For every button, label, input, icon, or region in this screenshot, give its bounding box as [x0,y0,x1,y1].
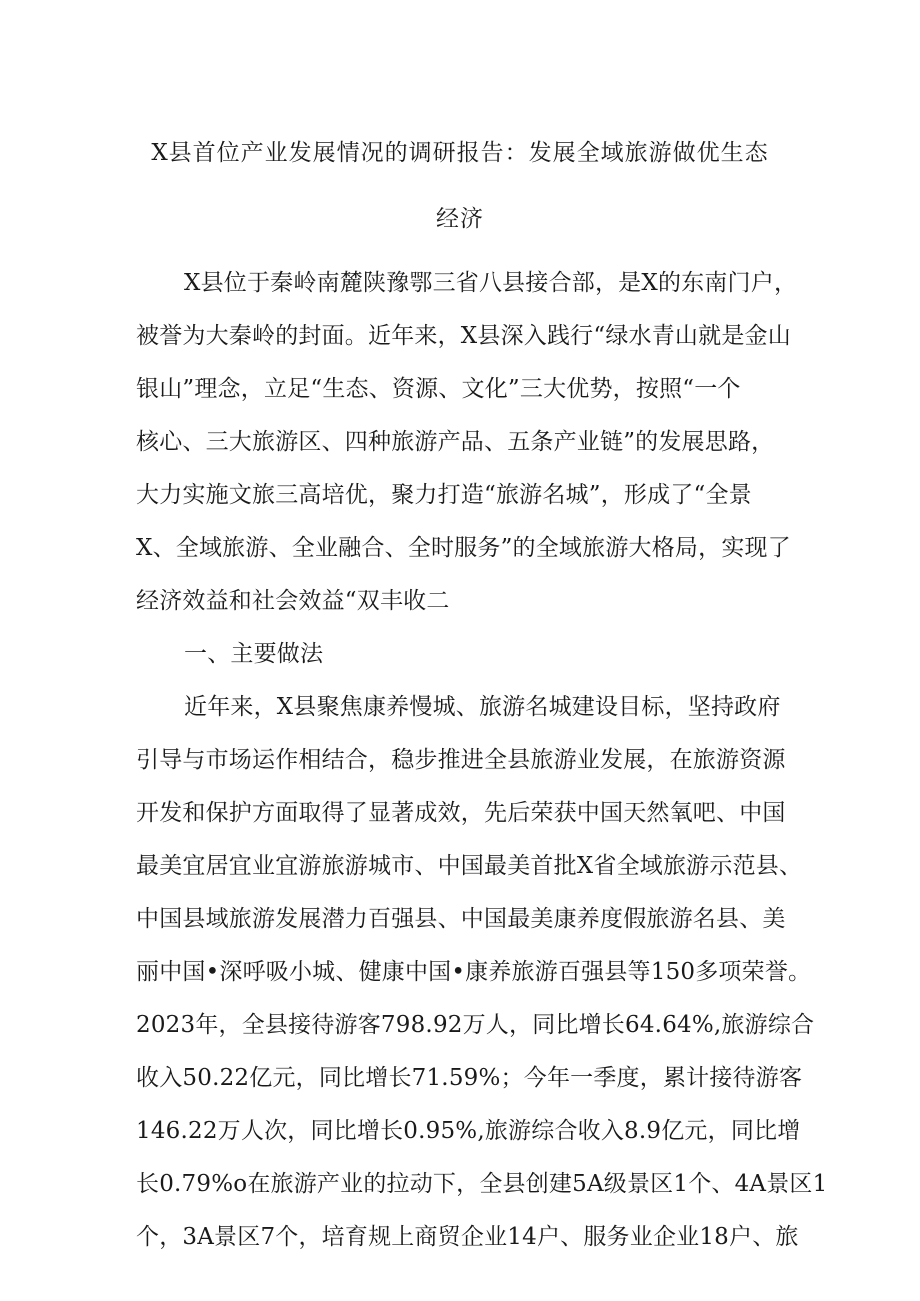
paragraph-2-line: 146.22万人次，同比增长0.95%,旅游综合收入8.9亿元，同比增 [136,1118,801,1144]
paragraph-2-line: 中国县域旅游发展潜力百强县、中国最美康养度假旅游名县、美 [136,906,786,932]
paragraph-1-line: X、全域旅游、全业融合、全时服务”的全域旅游大格局，实现了 [136,535,791,561]
paragraph-1-line: 银山”理念，立足“生态、资源、文化”三大优势，按照“一个 [136,376,741,402]
document-title-line-1: X县首位产业发展情况的调研报告：发展全域旅游做优生态 [151,140,769,166]
paragraph-1-line: 被誉为大秦岭的封面。近年来，X县深入践行“绿水青山就是金山 [136,323,791,349]
paragraph-2-line: 近年来，X县聚焦康养慢城、旅游名城建设目标，坚持政府 [184,694,781,720]
paragraph-1-line: 大力实施文旅三高培优，聚力打造“旅游名城”，形成了“全景 [136,482,752,508]
paragraph-2-line: 2023年，全县接待游客798.92万人，同比增长64.64%,旅游综合 [136,1012,815,1038]
paragraph-2-line: 开发和保护方面取得了显著成效，先后荣获中国天然氧吧、中国 [136,800,786,826]
paragraph-2-line: 最美宜居宜业宜游旅游城市、中国最美首批X省全域旅游示范县、 [136,853,803,879]
section-heading-1: 一、主要做法 [184,641,324,667]
paragraph-1-line: 核心、三大旅游区、四种旅游产品、五条产业链”的发展思路， [136,429,775,455]
paragraph-2-line: 个，3A景区7个，培育规上商贸企业14户、服务业企业18户、旅 [136,1224,799,1250]
paragraph-2-line: 长0.79%o在旅游产业的拉动下，全县创建5A级景区1个、4A景区1 [136,1171,828,1197]
paragraph-1-line: 经济效益和社会效益“双丰收二 [136,588,450,614]
paragraph-2-line: 丽中国•深呼吸小城、健康中国•康养旅游百强县等150多项荣誉。 [136,959,812,985]
paragraph-1-line: X县位于秦岭南麓陕豫鄂三省八县接合部，是X的东南门户， [184,270,798,296]
paragraph-2-line: 引导与市场运作相结合，稳步推进全县旅游业发展，在旅游资源 [136,747,786,773]
document-title-line-2: 经济 [436,206,484,232]
paragraph-2-line: 收入50.22亿元，同比增长71.59%；今年一季度，累计接待游客 [136,1065,803,1091]
